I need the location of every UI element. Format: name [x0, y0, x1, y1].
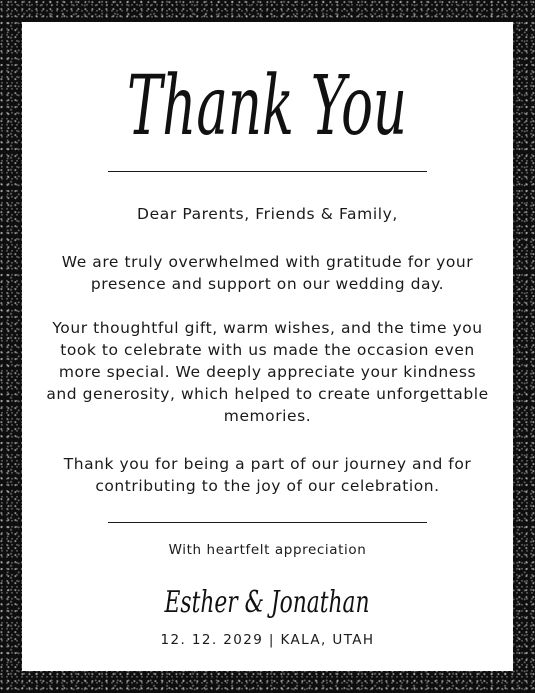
- paragraph-gift: Your thoughtful gift, warm wishes, and the time you took to celebrate with us made the occasion even more special. We deeply appreciate your kindness and generosity, which helped to create unforgettable memories.: [46, 319, 489, 425]
- signature: Esther & Jonathan: [163, 585, 370, 620]
- closing-line: With heartfelt appreciation: [168, 542, 367, 558]
- paragraph-journey: Thank you for being a part of our journey and for contributing to the joy of our celebration.: [63, 455, 472, 495]
- signature-script: [132, 570, 403, 630]
- page-title: Thank You: [127, 59, 407, 154]
- greeting: Dear Parents, Friends & Family,: [137, 205, 398, 223]
- paragraph-gratitude: We are truly overwhelmed with gratitude for your presence and support on our wedding day.: [61, 253, 474, 293]
- date-location: 12. 12. 2029 | KALA, UTAH: [160, 632, 375, 648]
- thank-you-card: [22, 22, 513, 671]
- bottom-divider: [108, 522, 427, 523]
- title-script: [22, 22, 513, 172]
- top-divider: [108, 171, 427, 172]
